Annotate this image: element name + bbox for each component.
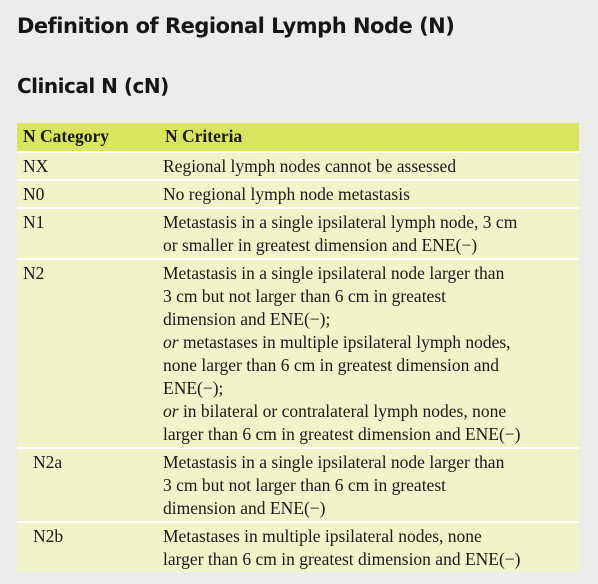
criteria-line: Regional lymph nodes cannot be assessed	[163, 156, 457, 176]
section-title: Clinical N (cN)	[17, 74, 169, 98]
connector-or: or	[163, 401, 179, 421]
criteria-line: Metastasis in a single ipsilateral node larger than	[163, 263, 505, 283]
criteria-line: 3 cm but not larger than 6 cm in greatest	[163, 286, 446, 306]
table-row-nx	[17, 152, 579, 180]
table-row-n2b	[17, 522, 579, 572]
table-header-row	[17, 123, 579, 152]
criteria-line: larger than 6 cm in greatest dimension and ENE(−)	[163, 424, 521, 444]
column-header-n-criteria: N Criteria	[159, 123, 579, 152]
criteria-line: Metastasis in a single ipsilateral lymph node, 3 cm	[163, 212, 518, 232]
criteria-line: dimension and ENE(−);	[163, 309, 331, 329]
n-criteria-cell	[159, 448, 579, 522]
n-criteria-cell	[159, 180, 579, 208]
n-category-cell: N0	[17, 180, 159, 208]
criteria-line-text: metastases in multiple ipsilateral lymph nodes,	[182, 332, 511, 352]
column-header-n-category: N Category	[17, 123, 159, 152]
n-criteria-cell	[159, 152, 579, 180]
criteria-line: Metastasis in a single ipsilateral node larger than	[163, 452, 505, 472]
criteria-line-text: in bilateral or contralateral lymph nodes, none	[182, 401, 507, 421]
criteria-line: ENE(−);	[163, 378, 224, 398]
n-criteria-cell	[159, 208, 579, 259]
page-title: Definition of Regional Lymph Node (N)	[17, 14, 455, 38]
table-row-n2	[17, 259, 579, 448]
n-category-cell: N2b	[17, 522, 159, 572]
criteria-line-with-connector	[163, 400, 575, 423]
criteria-line-with-connector	[163, 331, 575, 354]
table-row-n1	[17, 208, 579, 259]
table-row-n2a	[17, 448, 579, 522]
criteria-line: No regional lymph node metastasis	[163, 184, 410, 204]
n-category-cell: N2a	[17, 448, 159, 522]
n-category-cell: NX	[17, 152, 159, 180]
criteria-line: larger than 6 cm in greatest dimension and ENE(−)	[163, 549, 521, 569]
criteria-line: or smaller in greatest dimension and ENE(−)	[163, 235, 478, 255]
n-category-cell: N1	[17, 208, 159, 259]
criteria-line: dimension and ENE(−)	[163, 498, 326, 518]
n-category-table	[17, 123, 579, 572]
connector-or: or	[163, 332, 179, 352]
criteria-line: 3 cm but not larger than 6 cm in greatest	[163, 475, 446, 495]
table-row-n0	[17, 180, 579, 208]
criteria-line: none larger than 6 cm in greatest dimension and	[163, 355, 499, 375]
criteria-line: Metastases in multiple ipsilateral nodes, none	[163, 526, 482, 546]
n-criteria-cell	[159, 522, 579, 572]
n-category-cell: N2	[17, 259, 159, 448]
n-criteria-cell	[159, 259, 579, 448]
